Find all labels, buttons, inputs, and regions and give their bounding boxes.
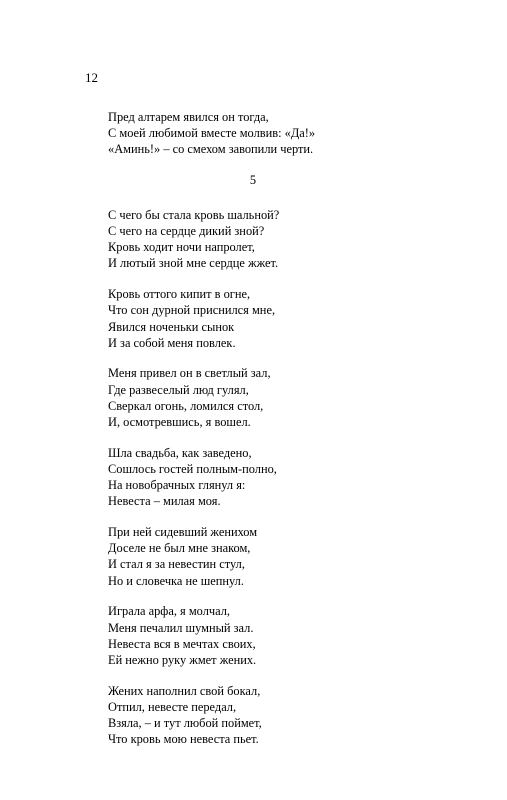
verse-line: Сверкал огонь, ломился стол, (108, 398, 264, 413)
verse-line: С чего на сердце дикий зной? (108, 224, 265, 239)
verse-line: Взяла, – и тут любой поймет, (108, 716, 262, 731)
verse-line: Где развеселый люд гулял, (108, 382, 249, 397)
verse-line: Играла арфа, я молчал, (108, 604, 231, 619)
verse-line: Шла свадьба, как заведено, (108, 445, 252, 460)
verse-line: С чего бы стала кровь шальной? (108, 207, 280, 222)
verse-line: И стал я за невестин стул, (108, 557, 245, 572)
poem-text (108, 109, 428, 762)
verse-line: Жених наполнил свой бокал, (108, 683, 261, 698)
verse-line: И, осмотревшись, я вошел. (108, 415, 251, 430)
verse-line: И за собой меня повлек. (108, 335, 236, 350)
verse-line: При ней сидевший женихом (108, 525, 258, 540)
verse-line: Сошлось гостей полным-полно, (108, 461, 277, 476)
verse-line: Кровь ходит ночи напролет, (108, 240, 255, 255)
verse-line: С моей любимой вместе молвив: «Да!» (108, 126, 316, 141)
page-number: 12 (85, 70, 98, 85)
verse-line: Доселе не был мне знаком, (108, 541, 251, 556)
verse-line: «Аминь!» – со смехом завопили черти. (108, 142, 314, 157)
stanza-5 (108, 524, 428, 589)
verse-line: Явился ноченьки сынок (108, 319, 235, 334)
verse-line: Отпил, невесте передал, (108, 699, 237, 714)
verse-line: Меня печалил шумный зал. (108, 620, 254, 635)
verse-line: И лютый зной мне сердце жжет. (108, 256, 279, 271)
verse-line: Невеста – милая моя. (108, 494, 221, 509)
verse-line: Ей нежно руку жмет жених. (108, 652, 257, 667)
verse-line: Невеста вся в мечтах своих, (108, 636, 256, 651)
stanza-3 (108, 365, 428, 430)
section-number: 5 (249, 173, 257, 188)
verse-line: Что кровь мою невеста пьет. (108, 732, 259, 747)
verse-line: Но и словечка не шепнул. (108, 573, 244, 588)
verse-line: Кровь оттого кипит в огне, (108, 287, 251, 302)
stanza-6 (108, 603, 428, 668)
stanza-2 (108, 286, 428, 351)
verse-line: Пред алтарем явился он тогда, (108, 110, 269, 124)
verse-line: Меня привел он в светлый зал, (108, 366, 271, 381)
stanza-1 (108, 207, 428, 272)
verse-line: На новобрачных глянул я: (108, 478, 246, 493)
verse-line: Что сон дурной приснился мне, (108, 303, 276, 318)
stanza-4 (108, 445, 428, 510)
intro-stanza (108, 109, 428, 158)
stanza-7 (108, 683, 428, 748)
